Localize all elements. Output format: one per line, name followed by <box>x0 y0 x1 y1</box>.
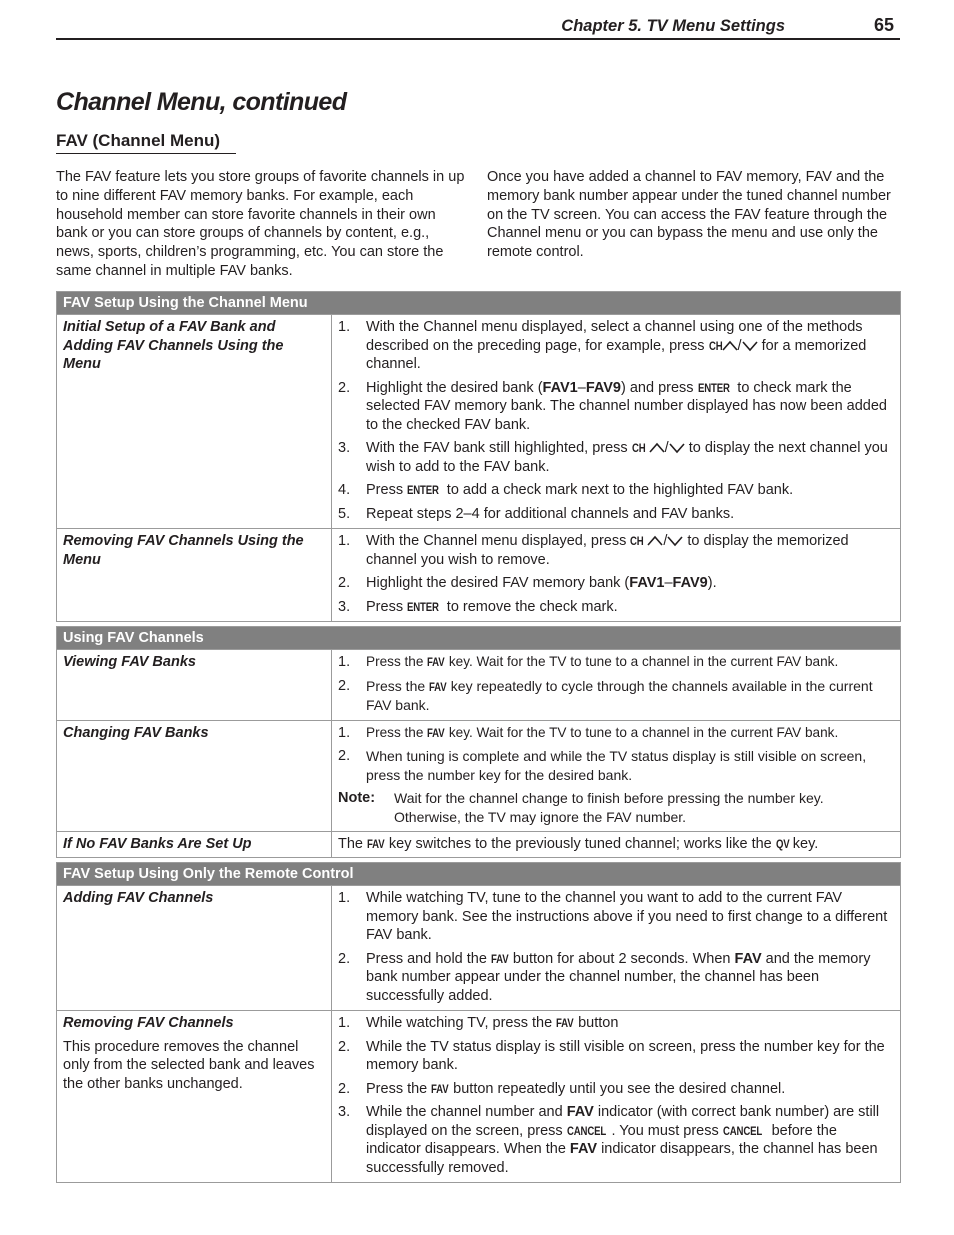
step-text: Press the <box>366 677 430 694</box>
step-number: 1. <box>338 654 351 670</box>
list-item <box>338 505 894 524</box>
step-text: While watching TV, press the <box>366 1015 557 1031</box>
row-content-cell <box>332 832 900 857</box>
step-text: button <box>574 1015 619 1031</box>
step-text: ) and press <box>621 379 698 396</box>
step-number: 1. <box>338 319 351 335</box>
list-item <box>338 1080 894 1099</box>
chevron-down-icon <box>742 340 758 352</box>
list-item <box>338 724 894 743</box>
step-text: With the FAV bank still highlighted, press <box>366 440 632 456</box>
section-title: FAV (Channel Menu) <box>56 131 236 154</box>
fav-key-label: FAV <box>556 1016 574 1030</box>
step-text: When tuning is complete and while the TV status display is still visible on screen, press the number key for the desired bank. <box>366 748 867 783</box>
step-text: key repeatedly to cycle through the channels available in the current FAV bank. <box>366 677 873 713</box>
list-item <box>338 318 894 374</box>
row-label: Initial Setup of a FAV Bank and Adding FAV Channels Using the Menu <box>63 319 284 372</box>
qv-key-label: QV <box>775 837 790 851</box>
fav-key-label: FAV <box>367 837 385 851</box>
list-item <box>338 1038 894 1075</box>
row-label: Removing FAV Channels Using the Menu <box>63 533 304 568</box>
fav1-label: FAV1 <box>542 379 578 396</box>
chapter-title: Chapter 5. TV Menu Settings <box>561 17 785 35</box>
step-text: Press and hold the <box>366 950 491 967</box>
slash: / <box>664 440 669 456</box>
table-row <box>57 315 900 528</box>
table-row <box>57 528 900 621</box>
step-text: Highlight the desired FAV memory bank ( <box>366 575 630 591</box>
row-description: This procedure removes the channel only from the selected bank and leaves the other banks unchanged. <box>63 1038 315 1092</box>
step-text: to display the memorized channel you wish to remove. <box>366 533 849 568</box>
step-number: 2. <box>338 748 351 764</box>
note <box>338 789 894 826</box>
list-item <box>338 532 894 569</box>
table-header: FAV Setup Using the Channel Menu <box>57 292 900 315</box>
row-label-cell <box>57 1011 332 1182</box>
row-label-cell <box>57 315 332 528</box>
step-text: While watching TV, tune to the channel you want to add to the current FAV memory bank. See the instructions above if you need to first change to a different FAV bank. <box>366 890 888 943</box>
list-item <box>338 653 894 672</box>
step-text: Press the <box>366 724 428 740</box>
row-label: Adding FAV Channels <box>63 890 214 906</box>
step-text: indicator (with correct bank number) are still displayed on the screen, press <box>366 1104 880 1139</box>
using-fav-channels-table <box>56 626 901 858</box>
step-text: ). <box>707 575 717 591</box>
step-text: key. Wait for the TV to tune to a channel in the current FAV bank. <box>445 724 839 740</box>
row-content-cell <box>332 315 900 528</box>
step-text: to display the next channel you wish to add to the FAV bank. <box>366 440 888 475</box>
fav9-label: FAV9 <box>585 379 622 396</box>
note-text: Wait for the channel change to finish before pressing the number key. Otherwise, the TV may ignore the FAV number. <box>394 790 824 825</box>
row-label-cell <box>57 529 332 621</box>
row-label-cell <box>57 721 332 832</box>
list-item <box>338 598 894 617</box>
step-text: Press the <box>366 654 428 669</box>
row-content-cell <box>332 529 900 621</box>
chevron-down-icon <box>667 535 683 547</box>
step-number: 2. <box>338 950 351 967</box>
step-text: . You must press <box>611 1122 723 1139</box>
ch-key-label: CH <box>708 338 723 353</box>
table-header: Using FAV Channels <box>57 627 900 650</box>
chevron-down-icon <box>669 442 685 454</box>
row-label: Changing FAV Banks <box>63 724 209 741</box>
step-text: With the Channel menu displayed, select a channel using one of the methods described on the preceding page, for example, press <box>366 319 863 354</box>
row-content-cell <box>332 650 900 720</box>
fav-label: FAV <box>566 1104 594 1120</box>
fav-key-label: FAV <box>427 655 445 669</box>
step-text: to remove the check mark. <box>442 598 618 615</box>
step-text: Press <box>366 598 408 615</box>
step-text: While the TV status display is still visible on screen, press the number key for the memory bank. <box>366 1038 885 1073</box>
fav1-label: FAV1 <box>629 575 665 591</box>
table-row <box>57 650 900 720</box>
step-text: key. <box>788 836 819 852</box>
step-text: button for about 2 seconds. When <box>508 950 735 967</box>
row-label-cell <box>57 650 332 720</box>
chevron-up-icon <box>649 442 665 454</box>
row-label-cell <box>57 832 332 857</box>
step-text: While the channel number and <box>366 1104 567 1120</box>
row-content-cell <box>332 721 900 832</box>
step-number: 2. <box>338 1080 351 1097</box>
list-item <box>338 835 894 854</box>
step-number: 1. <box>338 724 351 741</box>
step-text: before the indicator disappears. When the <box>366 1122 837 1157</box>
step-text: Press <box>366 482 408 498</box>
step-number: 2. <box>338 677 351 694</box>
step-text: key. Wait for the TV to tune to a channel in the current FAV bank. <box>445 654 839 669</box>
intro-left-paragraph: The FAV feature lets you store groups of favorite channels in up to nine different FAV memory banks. For example, each household member can store favorite channels in their own bank or you can store groups of channels by content, e.g., news, sports, children’s programming, etc. You can store the same channel in multiple FAV banks. <box>56 169 465 279</box>
step-text: to add a check mark next to the highlighted FAV bank. <box>442 482 794 498</box>
row-label-cell <box>57 886 332 1010</box>
enter-key-label: ENTER <box>407 483 439 497</box>
note-label: Note: <box>338 790 376 806</box>
fav-key-label: FAV <box>490 951 509 966</box>
list-item <box>338 889 894 945</box>
chevron-up-icon <box>722 340 738 352</box>
list-item <box>338 574 894 593</box>
list-item <box>338 950 894 1006</box>
cancel-key-label: CANCEL <box>566 1123 606 1138</box>
page-header <box>56 14 900 40</box>
step-text: key switches to the previously tuned channel; works like the <box>384 836 776 852</box>
step-text: for a memorized channel. <box>366 337 867 372</box>
list-item <box>338 747 894 784</box>
enter-key-label: ENTER <box>407 599 439 614</box>
step-number: 3. <box>338 440 351 456</box>
row-label: Removing FAV Channels <box>63 1015 234 1031</box>
list-item <box>338 481 894 500</box>
list-item <box>338 379 894 435</box>
dash: – <box>664 575 673 591</box>
step-text: Highlight the desired bank ( <box>366 379 543 396</box>
step-number: 5. <box>338 505 351 522</box>
fav-setup-remote-table <box>56 862 901 1183</box>
cancel-key-label: CANCEL <box>722 1123 762 1138</box>
step-text: and the memory bank number appear under the channel number, the channel has been successfully added. <box>366 950 871 1004</box>
enter-key-label: ENTER <box>697 380 730 395</box>
row-label: If No FAV Banks Are Set Up <box>63 836 252 852</box>
ch-key-label: CH <box>631 441 646 455</box>
step-number: 2. <box>338 575 351 591</box>
fav-label: FAV <box>734 950 762 967</box>
fav-key-label: FAV <box>431 1081 449 1096</box>
step-number: 3. <box>338 598 351 615</box>
list-item <box>338 1103 894 1177</box>
step-number: 1. <box>338 890 351 906</box>
dash: – <box>577 379 586 396</box>
table-row <box>57 831 900 857</box>
step-text: to check mark the selected FAV memory bank. The channel number displayed has now been added to the checked FAV bank. <box>366 379 887 433</box>
step-number: 2. <box>338 1038 351 1055</box>
page-title: Channel Menu, continued <box>56 88 347 116</box>
table-header: FAV Setup Using Only the Remote Control <box>57 863 900 886</box>
step-number: 1. <box>338 1015 351 1031</box>
ch-key-label: CH <box>630 534 644 548</box>
step-text: With the Channel menu displayed, press <box>366 533 631 549</box>
fav-label: FAV <box>569 1141 598 1157</box>
step-text: Press the <box>366 1080 432 1097</box>
intro-right-paragraph: Once you have added a channel to FAV memory, FAV and the memory bank number appear under the tuned channel number on the TV screen. You can access the FAV feature through the Channel menu or you can bypass the menu and use only the remote control. <box>487 169 891 261</box>
step-number: 4. <box>338 482 351 498</box>
list-item <box>338 1014 894 1033</box>
list-item <box>338 439 894 476</box>
table-row <box>57 1010 900 1182</box>
step-number: 2. <box>338 379 351 396</box>
step-number: 3. <box>338 1104 351 1120</box>
fav-key-label: FAV <box>429 679 447 694</box>
row-content-cell <box>332 886 900 1010</box>
fav-key-label: FAV <box>427 725 445 740</box>
row-content-cell <box>332 1011 900 1182</box>
chevron-up-icon <box>647 535 663 547</box>
step-number: 1. <box>338 533 351 549</box>
slash: / <box>663 533 668 549</box>
list-item <box>338 677 894 715</box>
fav-setup-channel-menu-table <box>56 291 901 622</box>
page-number: 65 <box>873 15 894 35</box>
step-text: Repeat steps 2–4 for additional channels and FAV banks. <box>366 505 735 522</box>
table-row <box>57 886 900 1010</box>
table-row <box>57 720 900 832</box>
fav9-label: FAV9 <box>672 575 708 591</box>
step-text: indicator disappears, the channel has been successfully removed. <box>366 1141 878 1176</box>
step-text: button repeatedly until you see the desired channel. <box>449 1080 786 1097</box>
row-label: Viewing FAV Banks <box>63 654 196 670</box>
slash: / <box>737 337 742 354</box>
step-text: The <box>338 836 368 852</box>
